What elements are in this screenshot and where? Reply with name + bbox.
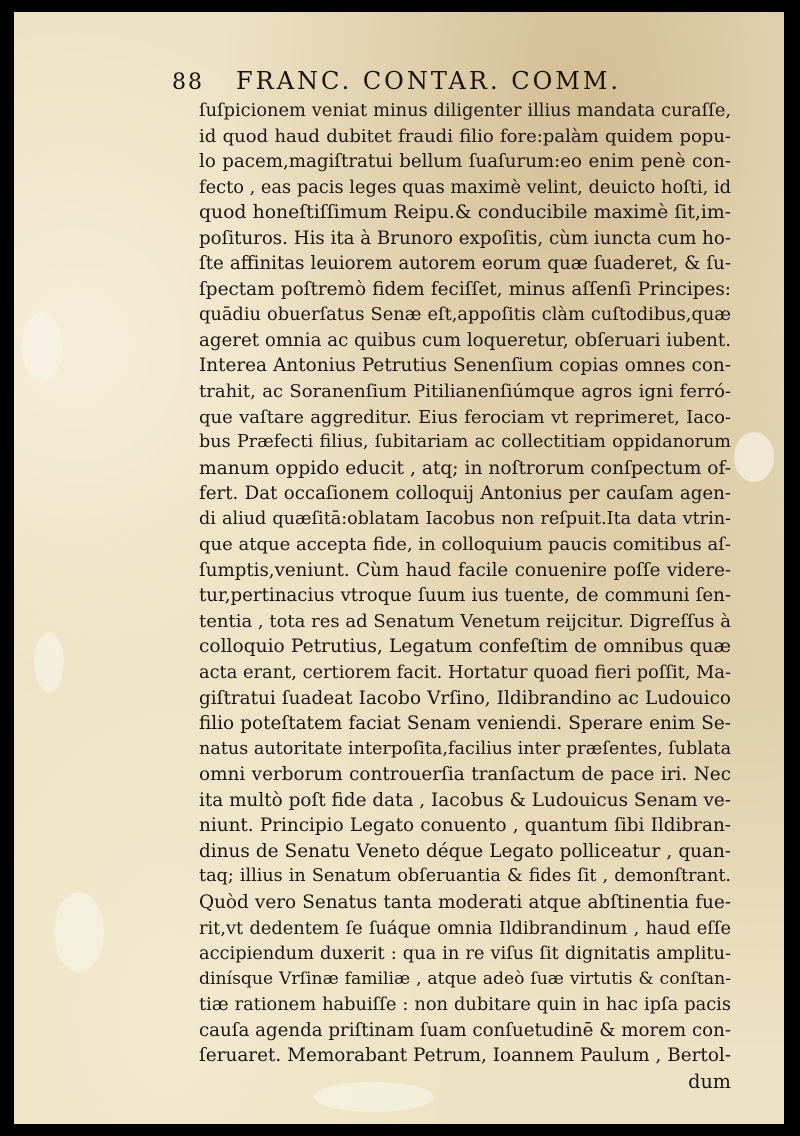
text-line: dinus de Senatu Veneto déque Legato polliceatur , quan- xyxy=(199,840,731,862)
text-line: accipiendum duxerit : qua in re viſus ſit dignitatis amplitu- xyxy=(199,943,731,965)
text-line: acta erant, certiorem facit. Hortatur quoad fieri poſſit, Ma- xyxy=(199,662,731,684)
paper-stain xyxy=(22,312,62,382)
text-line: ſpectam poſtremò fidem feciſſet, minus aſſenſi Principes: xyxy=(199,278,731,300)
text-line: Quòd vero Senatus tanta moderati atque abſtinentia fue- xyxy=(199,891,731,913)
text-line: tiæ rationem habuiſſe : non dubitare quin in hac ipſa pacis xyxy=(199,994,731,1016)
text-line: poſituros. His ita à Brunoro expoſitis, cùm iuncta cum ho- xyxy=(199,227,731,249)
text-line: fecto , eas pacis leges quas maximè velint, deuicto hoſti, id xyxy=(199,176,731,198)
paper-stain xyxy=(34,632,64,692)
text-line: tur,pertinacius vtroque ſuum ius tuente, de communi ſen- xyxy=(199,585,731,607)
text-line: omni verborum controuerſia tranſactum de pace iri. Nec xyxy=(199,764,731,786)
text-line: filio poteſtatem faciat Senam veniendi. Sperare enim Se- xyxy=(199,713,731,735)
text-line: trahit, ac Soranenſium Pitilianenſiúmque agros igni ferró- xyxy=(199,381,731,403)
text-line: giſtratui ſuadeat Iacobo Vrſino, Ildibrandino ac Ludouico xyxy=(199,687,731,709)
text-line: natus autoritate interpoſita,facilius inter præſentes, ſublata xyxy=(199,738,732,759)
text-line: ſte affinitas leuiorem autorem eorum quæ ſuaderet, & ſu- xyxy=(199,253,731,275)
text-line: cauſa agenda priſtinam ſuam conſuetudinē & morem con- xyxy=(199,1019,731,1041)
text-line: niunt. Principio Legato conuento , quantum ſibi Ildibran- xyxy=(199,815,731,837)
text-line: rit,vt dedentem ſe ſuáque omnia Ildibrandinum , haud eſſe xyxy=(199,917,731,939)
paper-stain xyxy=(54,892,104,972)
page-header xyxy=(172,67,672,95)
body-text xyxy=(199,98,731,1094)
text-line: manum oppido educit , atq; in noſtrorum conſpectum of- xyxy=(199,457,731,479)
text-line: tentia , tota res ad Senatum Venetum reijcitur. Digreſſus à xyxy=(199,610,732,632)
text-line: quādiu obuerſatus Senæ eſt,appoſitis clàm cuſtodibus,quæ xyxy=(199,304,731,326)
text-line: ſeruaret. Memorabant Petrum, Ioannem Paulum , Bertol- xyxy=(199,1045,731,1067)
text-line: bus Præfecti filius, ſubitariam ac collectitiam oppidanorum xyxy=(199,432,731,453)
text-line: id quod haud dubitet fraudi filio fore:palàm quidem popu- xyxy=(199,125,731,147)
text-line: lo pacem,magiſtratui bellum ſuaſurum:eo enim penè con- xyxy=(199,151,731,173)
text-line: quod honeſtiſſimum Reipu.& conducibile maximè ſit,im- xyxy=(199,202,731,224)
text-line: que atque accepta fide, in colloquium paucis comitibus aſ- xyxy=(199,534,731,556)
text-line: ſuſpicionem veniat minus diligenter illius mandata curaſſe, xyxy=(199,100,731,121)
text-line: Interea Antonius Petrutius Senenſium copias omnes con- xyxy=(199,355,731,377)
text-line: di aliud quæſitā:oblatam Iacobus non reſpuit.Ita data vtrin- xyxy=(199,508,731,529)
text-line-catchword: dum xyxy=(688,1069,731,1093)
book-page xyxy=(14,12,784,1124)
paper-stain xyxy=(734,432,774,482)
text-line: colloquio Petrutius, Legatum confeſtim de omnibus quæ xyxy=(199,636,731,658)
text-line: dinísque Vrſinæ familiæ , atque adeò ſuæ virtutis & conſtan- xyxy=(199,968,731,989)
page-number: 88 xyxy=(172,70,204,95)
text-line: taq; illius in Senatum obſeruantia & fides ſit , demonſtrant. xyxy=(199,866,731,887)
text-line: ita multò poſt fide data , Iacobus & Ludouicus Senam ve- xyxy=(199,789,731,811)
text-line: que vaſtare aggreditur. Eius ferociam vt reprimeret, Iaco- xyxy=(199,406,731,428)
text-line: fert. Dat occaſionem colloquij Antonius per cauſam agen- xyxy=(199,483,731,505)
text-line: ageret omnia ac quibus cum loqueretur, obſeruari iubent. xyxy=(199,329,731,351)
running-title: FRANC. CONTAR. COMM. xyxy=(236,67,622,95)
text-line: ſumptis,veniunt. Cùm haud facile conuenire poſſe videre- xyxy=(199,559,731,581)
